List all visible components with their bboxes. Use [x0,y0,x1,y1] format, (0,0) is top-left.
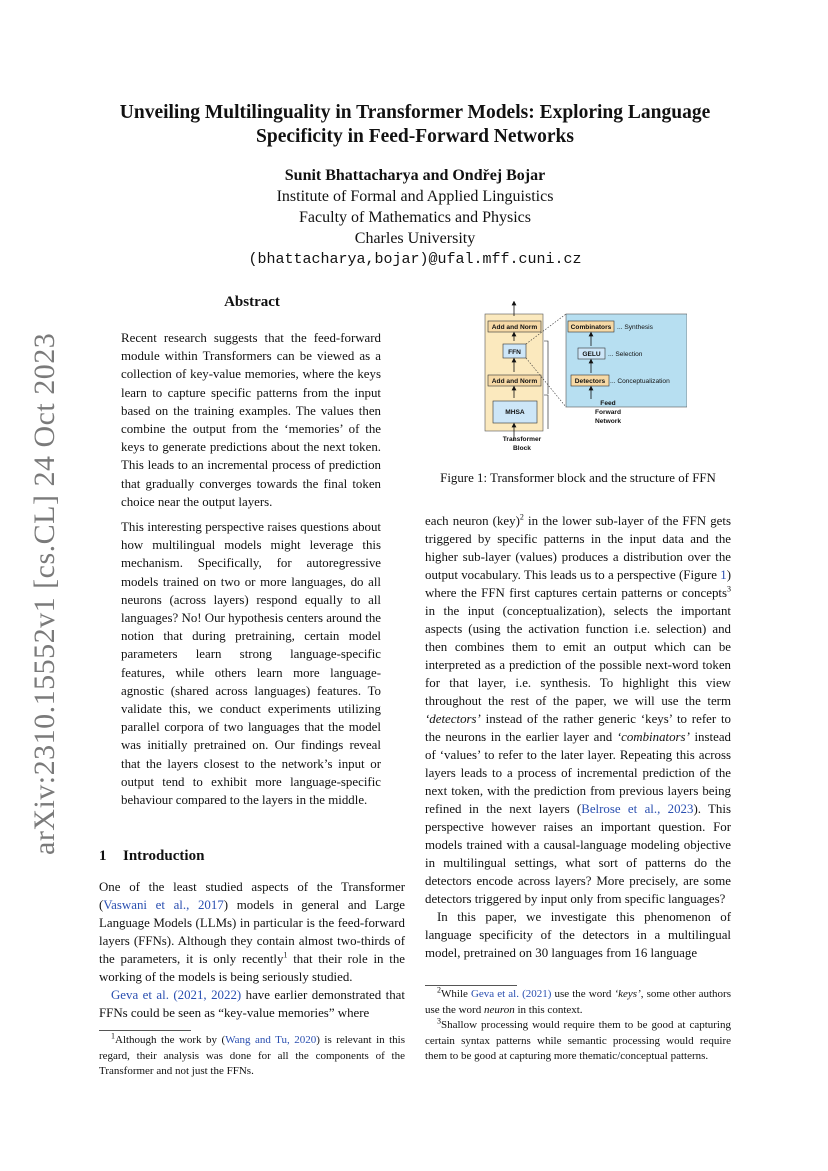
conceptualization-label: ... Conceptualization [610,378,670,385]
footnote-number: 1 [111,1031,115,1041]
footnote-part: use the word [551,988,615,1000]
intro-paragraph-1 [99,878,405,986]
abstract-paragraph-1: Recent research suggests that the feed-forward module within Transformers can be viewed as a collection of key-value memories, where the keys learn to capture specific patterns from the input based on the training examples. The values then combine the output from the ‘memories’ of the keys to generate predictions about the next token. This leads to an incremental process of prediction that gradually converges towards the final token choice near the output layers. [121,331,381,509]
footnote-number: 3 [437,1016,441,1026]
transformer-label-line2: Block [513,445,531,452]
synthesis-label: ... Synthesis [617,324,653,331]
section-title: Introduction [123,848,205,864]
abstract-heading: Abstract [224,294,280,310]
ffn-caption-line3: Network [594,418,622,425]
right-column-body [425,512,731,962]
paper-title [95,101,735,149]
footnote-part: , some other authors use the word [425,988,731,1016]
body-text: in the input (conceptualization), selects the important aspects (using the activation function i.e. selection) and then combines them to emit an output which can be interpreted as a prediction of the possible next-word token for that layer, i.e. synthesis. To highlight this view throughout the rest of the paper, we will use the term [425,604,731,708]
body-text: each neuron (key) [425,514,520,528]
gelu-label: GELU [582,351,601,358]
detectors-label: Detectors [574,378,606,385]
mhsa-label: MHSA [505,409,525,416]
title-line-1: Unveiling Multilinguality in Transformer Models: Exploring Language [119,102,711,123]
body-text: instead of the rather generic ‘keys’ to refer to the neurons in the earlier layer and [425,712,731,744]
add-norm-top-label: Add and Norm [491,324,538,331]
ffn-caption-line1: Feed [600,400,616,407]
footnote-part: While [441,988,471,1000]
transformer-label-line1: Transformer [502,436,542,443]
arxiv-id: arXiv:2310.15552v1 [cs.CL] 24 Oct 2023 [28,332,61,855]
abstract-body [121,329,381,809]
body-text: instead of ‘values’ to refer to the later layer. Repeating this across layers leads to a process of incremental prediction of the next token, with the prediction from previous layers being refined in the next layers ( [425,730,731,816]
ffn-caption-line2: Forward [594,409,622,416]
introduction-body [99,878,405,1022]
footnote-2 [425,987,731,1018]
affiliation-university: Charles University [354,230,476,247]
affiliation-institute: Institute of Formal and Applied Linguistics [276,188,554,205]
footnote-ref[interactable]: 3 [727,584,731,594]
right-paragraph-2: In this paper, we investigate this phenomenon of language specificity of the detectors in a multilingual model, pretrained on 30 languages from 16 language [425,910,731,960]
residual-connection [544,395,548,429]
body-text: ) where the FFN first captures certain patterns or concepts [425,568,731,600]
residual-connection [544,341,548,394]
term-combinators: ‘combinators’ [616,730,690,744]
citation-link[interactable]: Belrose et al., 2023 [581,802,694,816]
intro-text: have earlier demonstrated that FFNs could be seen as “key-value memories” where [99,988,405,1020]
abstract-paragraph-2: This interesting perspective raises questions about how multilingual models might leverage this mechanism. Specifically, for autoregressive models trained on two or more languages, do all neurons (across layers) respond equally to all languages? No! Our hypothesis centers around the notion that during pretraining, certain model parameters learn strong language-specific features, while others learn more language-agnostic (shared across languages) features. To validate this, we conduct experiments utilizing parallel corpora of two languages that the model was initially pretrained on. Our findings reveal that the layers closest to the network’s input or output tend to exhibit more language-specific behaviour compared to the layers in the middle. [121,520,381,808]
footnote-term: ‘keys’ [614,988,641,1000]
figure-ref-link[interactable]: 1 [720,568,727,582]
add-norm-bottom-label: Add and Norm [491,378,538,385]
arxiv-stamp [22,332,68,855]
right-paragraph-1 [425,512,731,908]
footnote-part: ) is relevant in this regard, their analysis was done for all the components of the Transformer and not just the FFNs. [99,1034,406,1077]
footnote-text [99,1033,405,1080]
intro-paragraph-2 [99,986,405,1022]
author-email: (bhattacharya,bojar)@ufal.mff.cuni.cz [248,251,582,268]
footnote-ref[interactable]: 2 [519,512,524,522]
citation-link[interactable]: Vaswani et al., 2017 [103,898,224,912]
footnote-part: Although the work by ( [115,1034,226,1046]
intro-text: that their role in the working of the models is being seriously studied. [99,952,405,984]
footnote-part: Shallow processing would require them to be good at capturing certain syntax patterns while semantic processing would require them to be good at capturing more thematic/conceptual patterns. [425,1019,731,1062]
footnotes-right [425,987,731,1065]
combinators-label: Combinators [570,324,612,331]
footnote-term: neuron [483,1003,515,1016]
author-names: Sunit Bhattacharya and Ondřej Bojar [284,167,546,184]
intro-text: ) models in general and Large Language Models (LLMs) in particular is the feed-forward layers (FFNs). Although they contain almost two-thirds of the parameters, it is only recently [99,898,405,966]
term-detectors: ‘detectors’ [425,712,481,726]
affiliation-faculty: Faculty of Mathematics and Physics [299,209,531,226]
author-block [95,165,735,270]
figure-caption: Figure 1: Transformer block and the structure of FFN [440,471,716,485]
figure-transformer-ffn [484,301,687,457]
body-text: ). This perspective however raises an important question. For models trained with a causal-language modeling objective in multilingual settings, what sort of patterns do the detectors encode across layers? More precisely, are some detectors triggered by input only from specific languages? [425,802,731,906]
footnote-part: in this context. [514,1003,583,1016]
footnote-ref[interactable]: 1 [283,950,288,960]
section-heading-introduction [99,848,204,865]
body-text: in the lower sub-layer of the FFN gets triggered by specific patterns in the input data and the higher sub-layer (values) produces a distribution over the output vocabulary. This leads us to a perspective (Figure [425,514,731,582]
footnote-1 [99,1033,405,1080]
intro-text: One of the least studied aspects of the Transformer ( [99,880,405,912]
selection-label: ... Selection [608,351,643,358]
citation-link[interactable]: Geva et al. (2021) [470,988,552,1000]
citation-link[interactable]: Geva et al. (2021, 2022) [111,988,242,1002]
footnote-number: 2 [437,985,441,995]
footnote-3 [425,1018,731,1065]
citation-link[interactable]: Wang and Tu, 2020 [225,1034,317,1046]
ffn-label: FFN [508,349,521,356]
title-line-2: Specificity in Feed-Forward Networks [256,126,574,147]
section-number: 1 [99,848,107,864]
